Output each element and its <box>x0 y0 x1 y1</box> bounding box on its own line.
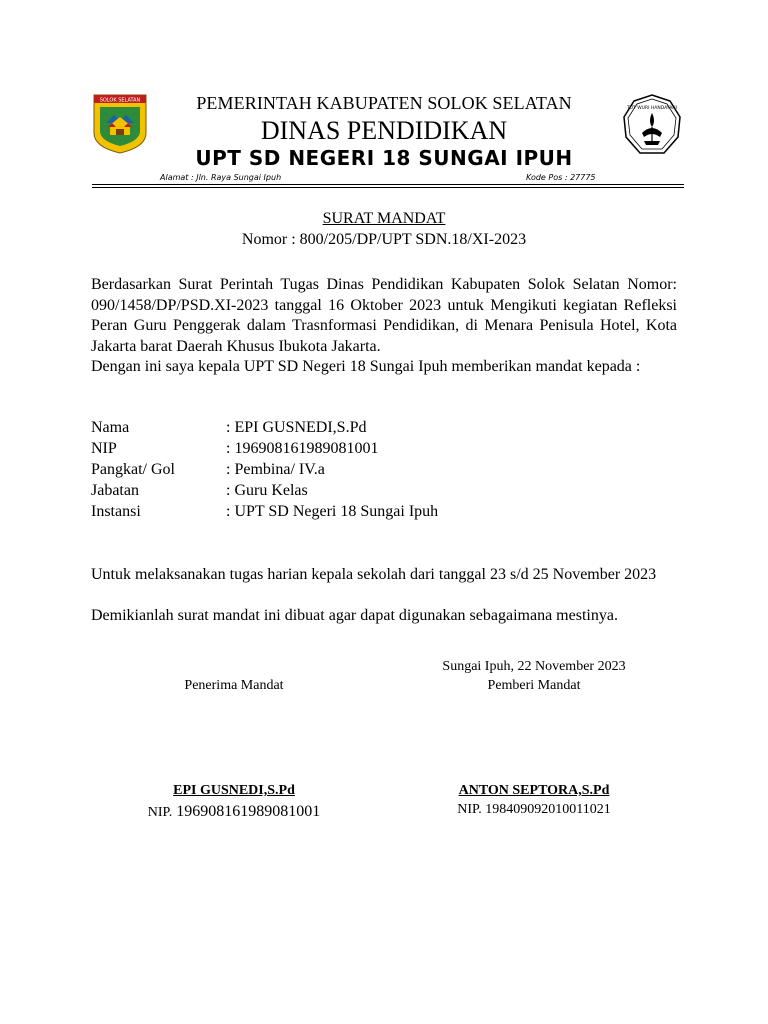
receiver-label: Penerima Mandat <box>184 678 284 693</box>
detail-label: Instansi <box>91 503 141 520</box>
receiver-nip-number: 196908161989081001 <box>176 803 321 820</box>
government-heading: PEMERINTAH KABUPATEN SOLOK SELATAN <box>196 93 572 113</box>
giver-name: ANTON SEPTORA,S.Pd <box>458 783 610 798</box>
detail-value: : Guru Kelas <box>226 482 308 499</box>
office-heading: DINAS PENDIDIKAN <box>260 116 508 145</box>
giver-label: Pemberi Mandat <box>487 678 581 693</box>
paragraph-closing: Demikianlah surat mandat ini dibuat agar dapat digunakan sebagaimana mestinya. <box>91 607 618 624</box>
paragraph-basis: Berdasarkan Surat Perintah Tugas Dinas Pendidikan Kabupaten Solok Selatan Nomor: 090/1458/DP/PSD.XI-2023 tanggal 16 Oktober 2023 untuk Mengikuti kegiatan Refleksi Peran Guru Penggerak dalam Trasnformasi Pendidikan, di Menara Penisula Hotel, Kota Jakarta barat Daerah Khusus Ibukota Jakarta. <box>91 276 677 355</box>
detail-value: : EPI GUSNEDI,S.Pd <box>226 419 367 436</box>
header-rule-thin <box>92 187 684 188</box>
paragraph-mandate: Dengan ini saya kepala UPT SD Negeri 18 Sungai Ipuh memberikan mandat kepada : <box>91 358 641 375</box>
detail-value: : 196908161989081001 <box>226 440 379 457</box>
letter-title: SURAT MANDAT <box>322 210 446 227</box>
receiver-name: EPI GUSNEDI,S.Pd <box>173 783 295 798</box>
detail-label: Jabatan <box>91 482 139 499</box>
receiver-nip <box>110 803 358 821</box>
detail-label: Pangkat/ Gol <box>91 461 175 478</box>
school-heading: UPT SD NEGERI 18 SUNGAI IPUH <box>195 146 573 170</box>
postal-code: Kode Pos : 27775 <box>526 173 596 182</box>
detail-value: : UPT SD Negeri 18 Sungai Ipuh <box>226 503 439 520</box>
receiver-nip-prefix: NIP. <box>147 805 173 820</box>
header-rule-thick <box>92 184 684 185</box>
detail-value: : Pembina/ IV.a <box>226 461 325 478</box>
giver-nip: NIP. 198409092010011021 <box>457 802 611 817</box>
logo-banner-text: SOLOK SELATAN <box>99 97 141 104</box>
place-date: Sungai Ipuh, 22 November 2023 <box>442 659 626 674</box>
detail-label: Nama <box>91 419 130 436</box>
address: Alamat : Jln. Raya Sungai Ipuh <box>160 173 282 182</box>
paragraph-task: Untuk melaksanakan tugas harian kepala sekolah dari tanggal 23 s/d 25 November 2023 <box>91 566 657 583</box>
detail-label: NIP <box>91 440 117 457</box>
letter-number: Nomor : 800/205/DP/UPT SDN.18/XI-2023 <box>241 231 527 248</box>
logo-motto-text: TUT WURI HANDAYANI <box>627 106 677 111</box>
